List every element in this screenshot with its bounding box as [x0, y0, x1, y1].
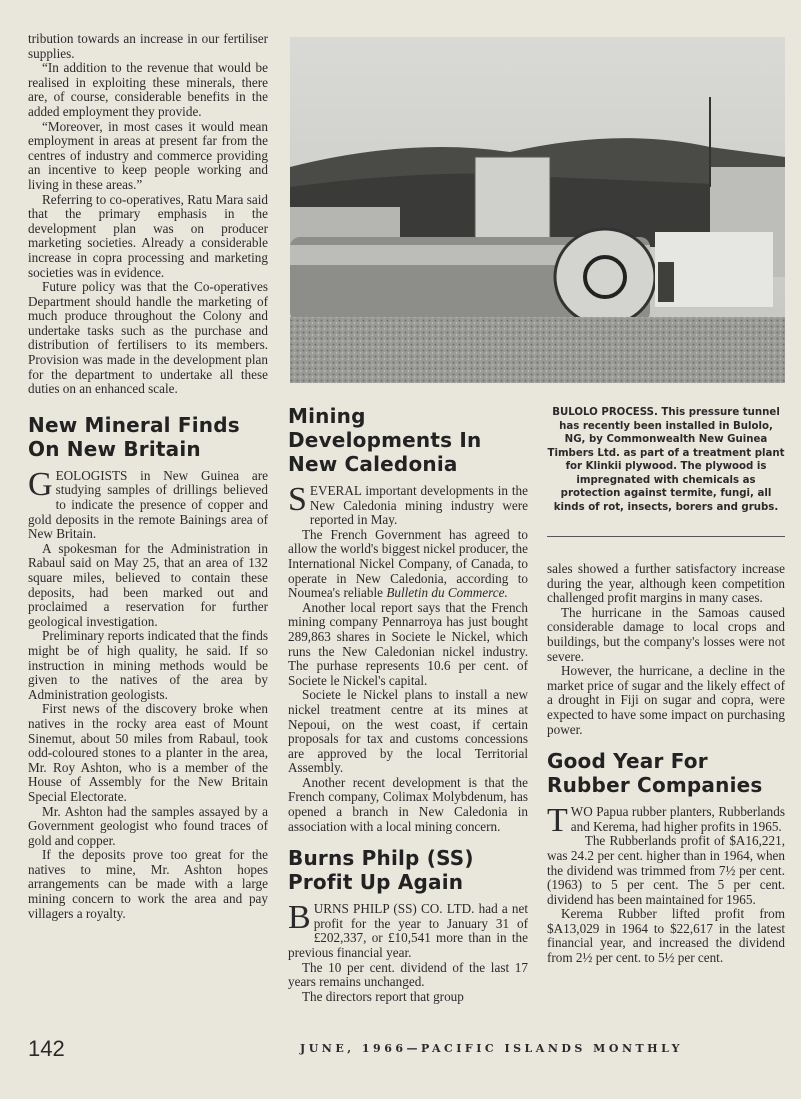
paragraph: The hurricane in the Samoas caused considerable damage to local crops and buildings, but the company's losses were not severe.: [547, 604, 785, 664]
bulolo-process-photo: [290, 37, 785, 383]
paragraph: Mr. Ashton had the samples assayed by a Government geologist who found traces of gold and copper.: [28, 803, 268, 848]
drop-cap: G: [28, 465, 53, 503]
paragraph: However, the hurricane, a decline in the market price of sugar and the likely effect of a drought in Fiji on sugar and copra, were expected to have some impact on purchasing power.: [547, 663, 785, 737]
article-heading-mineral-finds: New Mineral Finds On New Britain: [28, 412, 240, 461]
paragraph: sales showed a further satisfactory increase during the year, although keen competition challenged profit margins in many cases.: [547, 561, 785, 606]
article-heading-rubber: Good Year For Rubber Companies: [547, 749, 763, 798]
paragraph: The French Government has agreed to allow the world's biggest nickel producer, the International Nickel Company, of Canada, to operate in New Caledonia, according to Noumea's reliable Bulletin du Commerce.: [288, 526, 528, 601]
paragraph: Another recent development is that the French company, Colimax Molybdenum, has opened a branch in New Caledonia in association with a local mining concern.: [288, 774, 528, 834]
paragraph: First news of the discovery broke when natives in the rocky area east of Mount Sinemut, about 50 miles from Rabaul, took odd-coloured stones to a planter in the area, Mr. Roy Ashton, who is a member of the House of Assembly for the New Britain Special Electorate.: [28, 701, 268, 804]
page-number: 142: [28, 1036, 65, 1061]
masthead: JUNE, 1966—PACIFIC ISLANDS MONTHLY: [300, 1042, 683, 1055]
article-lead: BURNS PHILP (SS) CO. LTD. had a net profit for the year to January 31 of £202,337, or £10,541 more than in the previous financial year.: [288, 899, 528, 961]
paragraph: “In addition to the revenue that would be realised in exploiting these minerals, there are, of course, considerable benefits in the added employment they provide.: [28, 60, 268, 119]
article-lead: TWO Papua rubber planters, Rubberlands and Kerema, had higher profits in 1965.: [547, 802, 785, 840]
paragraph: Societe le Nickel plans to install a new nickel treatment centre at its mines at Nepoui, on the west coast, if certain proposals for tax and customs concessions are approved by the local Territorial Assembly.: [288, 687, 528, 776]
paragraph: tribution towards an increase in our fertiliser supplies.: [28, 31, 268, 61]
article-lead: SEVERAL important developments in the New Caledonia mining industry were reported in May.: [288, 481, 528, 528]
paragraph: The Rubberlands profit of $A16,221, was 24.2 per cent. higher than in 1964, when the dividend was trimmed from 7½ per cent. (1963) to 5 per cent. The 5 per cent. dividend has been maintained for 1965.: [547, 833, 785, 907]
article-heading-new-caledonia: Mining Developments In New Caledonia: [288, 404, 482, 476]
photo-caption: BULOLO PROCESS. This pressure tunnel has recently been installed in Bulolo, NG, by Commonwealth New Guinea Timbers Ltd. as part of a treatment plant for Klinkii plywood. The plywood is impregnated with chemicals as protection against termite, fungi, all kinds of rot, insects, borers and grubs.: [547, 407, 785, 513]
article-lead: GEOLOGISTS in New Guinea are studying samples of drillings believed to indicate the presence of copper and gold deposits in the remote Bainings area of New Britain.: [28, 465, 268, 542]
paragraph: Future policy was that the Co-operatives Department should handle the marketing of much produce throughout the Colony and undertake tasks such as the purchase and distribution of fertilisers to its members. Provision was made in the development plan for the department to undertake all these duties on an enhanced scale.: [28, 279, 268, 397]
paragraph: Preliminary reports indicated that the finds might be of high quality, he said. If so instruction in mining methods would be given to the natives of the area by Administration geologists.: [28, 628, 268, 702]
paragraph: A spokesman for the Administration in Rabaul said on May 25, that an area of 132 square miles, believed to contain these deposits, had been marked out and proclaimed a reservation for further geological investigation.: [28, 540, 268, 629]
paragraph: Kerema Rubber lifted profit from $A13,029 in 1964 to $22,617 in the latest financial year, and increased the dividend from 2½ per cent. to 5½ per cent.: [547, 906, 785, 966]
drop-cap: T: [547, 802, 568, 840]
paragraph: Referring to co-operatives, Ratu Mara said that the primary emphasis in the development plan was on producer marketing societies. Already a considerable increase in copra processing and marketing societies was in evidence.: [28, 191, 268, 280]
column-3-body: [547, 562, 785, 966]
paragraph: If the deposits prove too great for the natives to mine, Mr. Ashton hopes arrangements can be made with a large mining concern to work the area and pay villagers a royalty.: [28, 847, 268, 921]
article-heading-burns-philp: Burns Philp (SS) Profit Up Again: [288, 846, 474, 895]
publication-name: Bulletin du Commerce.: [386, 585, 508, 601]
page-footer: [28, 1036, 785, 1062]
drop-cap: B: [288, 899, 311, 937]
drop-cap: S: [288, 481, 307, 518]
paragraph: Another local report says that the French mining company Pennarroya has just bought 289,863 shares in Societe le Nickel, which runs the New Caledonian nickel industry. The purhase represents 10.6 per cent. of Societe le Nickel's capital.: [288, 599, 528, 688]
paragraph: The 10 per cent. dividend of the last 17 years remains unchanged.: [288, 959, 528, 990]
column-1: [28, 32, 268, 921]
column-2: [288, 404, 528, 1004]
paragraph: “Moreover, in most cases it would mean employment in areas at present far from the centres of industry and commerce providing an incentive to keep people working and living in these areas.”: [28, 118, 268, 192]
paragraph: The directors report that group: [302, 988, 464, 1004]
column-3: [547, 404, 785, 966]
